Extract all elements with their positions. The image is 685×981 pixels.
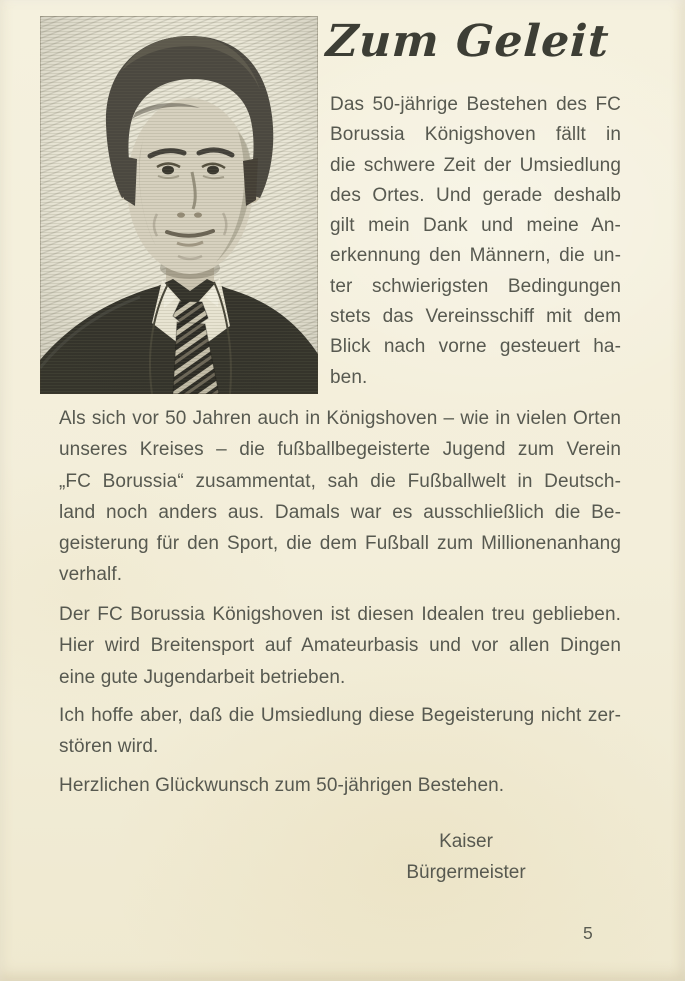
body-paragraph-2 <box>59 599 621 693</box>
page-title: Zum Geleit <box>324 16 611 67</box>
signature-block <box>378 826 554 888</box>
body-paragraph-1 <box>59 403 621 591</box>
text-line: geisterung für den Sport, die dem Fußball zum Millionenanhang <box>59 533 621 555</box>
signature-role: Bürgermeister <box>406 862 526 883</box>
text-line: die schwere Zeit der Umsiedlung <box>330 154 621 176</box>
text-line: eine gute Jugendarbeit betrieben. <box>59 666 346 688</box>
text-line: unseres Kreises – die fußballbegeisterte Jugend zum Verein <box>59 439 621 461</box>
text-line: Blick nach vorne gesteuert ha- <box>330 336 621 358</box>
text-line: Der FC Borussia Königshoven ist diesen Idealen treu geblieben. <box>59 604 621 625</box>
text-line: Herzlichen Glückwunsch zum 50-jährigen Bestehen. <box>59 775 505 796</box>
text-line: Als sich vor 50 Jahren auch in Königshoven – wie in vielen Orten <box>59 408 621 429</box>
text-line: des Ortes. Und gerade deshalb <box>330 184 621 206</box>
text-line: ter schwierigsten Bedingungen <box>330 275 621 297</box>
portrait-photo <box>40 16 318 394</box>
text-line: erkennung den Männern, die un- <box>330 245 621 267</box>
text-line: gilt mein Dank und meine An- <box>330 215 621 237</box>
text-line: Das 50-jährige Bestehen des FC <box>330 94 621 115</box>
text-line: „FC Borussia“ zusammentat, sah die Fußballwelt in Deutsch- <box>59 470 621 492</box>
text-line: Hier wird Breitensport auf Amateurbasis und vor allen Dingen <box>59 635 621 657</box>
text-line: Borussia Königshoven fällt in <box>330 124 621 146</box>
text-line: stets das Vereinsschiff mit dem <box>330 306 621 328</box>
portrait-illustration <box>40 16 318 394</box>
text-line: ben. <box>330 366 368 388</box>
page-number: 5 <box>583 923 593 943</box>
intro-paragraph <box>330 90 621 393</box>
text-line: verhalf. <box>59 564 123 586</box>
body-paragraph-3 <box>59 700 621 763</box>
signature-name: Kaiser <box>439 831 493 852</box>
text-line: stören wird. <box>59 736 159 758</box>
text-line: Ich hoffe aber, daß die Umsiedlung diese Begeisterung nicht zer- <box>59 705 621 726</box>
body-paragraph-4 <box>59 770 621 801</box>
text-line: land noch anders aus. Damals war es ausschließlich die Be- <box>59 501 621 523</box>
